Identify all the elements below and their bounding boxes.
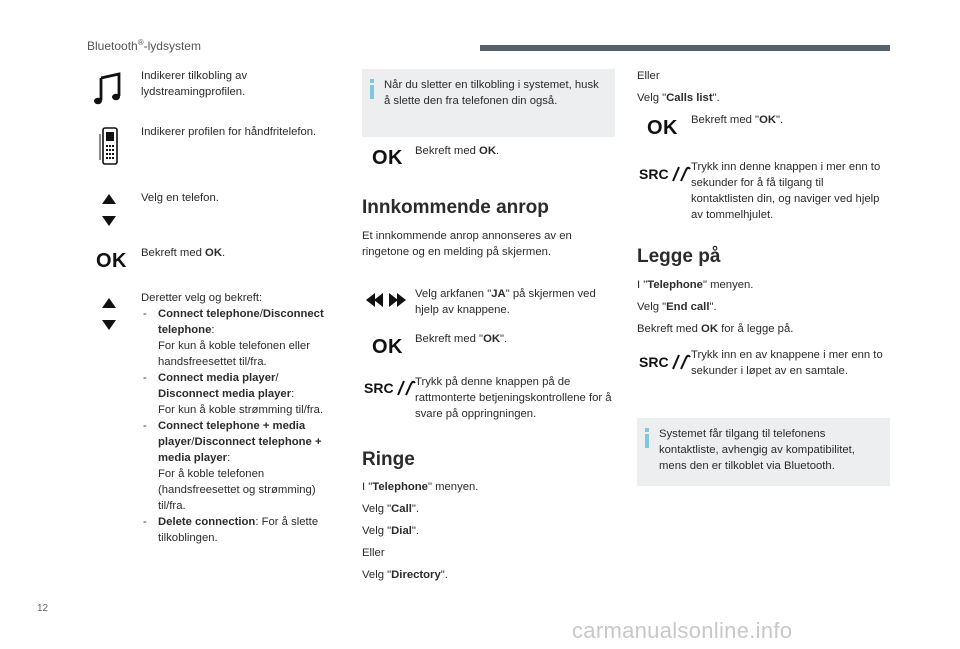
text-or: Eller <box>637 70 660 82</box>
left-right-arrows-icon <box>366 292 406 308</box>
text-telephone-menu: I "Telephone" menyen. <box>362 481 479 493</box>
text-select-call: Velg "Call". <box>362 503 420 515</box>
ok-button-icon: OK <box>372 147 403 169</box>
note-box <box>637 418 890 486</box>
text-telephone-menu: I "Telephone" menyen. <box>637 279 754 291</box>
text-confirm-ok: Bekreft med OK. <box>141 247 226 259</box>
section-header-title: Bluetooth®-lydsystem <box>87 38 201 53</box>
info-icon <box>370 79 374 99</box>
src-button-icon: SRC <box>364 380 417 396</box>
src-button-icon: SRC <box>639 354 692 370</box>
up-down-arrows-icon <box>101 296 117 332</box>
text-confirm-ok: Bekreft med "OK". <box>691 114 784 126</box>
ok-button-icon: OK <box>372 336 403 358</box>
note-text: Når du sletter en tilkobling i systemet, husk å slette den fra telefonen din også. <box>384 79 599 107</box>
text-handsfree-profile: Indikerer profilen for håndfritelefon. <box>141 126 317 138</box>
text-confirm-ok: Bekreft med OK. <box>415 145 500 157</box>
ok-button-icon: OK <box>647 117 678 139</box>
up-down-arrows-icon <box>101 192 117 228</box>
text-incoming-call-desc: Et innkommende anrop annonseres av en ringetone og en melding på skjermen. <box>362 230 572 258</box>
list-item: - Connect media player/ Disconnect media player: For kun å koble strømming til/fra. <box>141 370 341 418</box>
list-item: - Connect telephone + media player/Disconnect telephone + media player: For å koble telefonen (handsfreesettet og strømming) til/fra. <box>141 418 341 514</box>
text-select-phone: Velg en telefon. <box>141 192 219 204</box>
text-access-contacts: Trykk inn denne knappen i mer enn to sekunder for å få tilgang til kontaktlisten din, og naviger ved hjelp av tommelhjulet. <box>691 161 881 221</box>
info-icon <box>645 428 649 448</box>
list-item: - Delete connection: For å slette tilkoblingen. <box>141 514 341 546</box>
text-or: Eller <box>362 547 385 559</box>
connection-options-list <box>141 306 341 546</box>
src-button-icon: SRC <box>639 166 692 182</box>
text-select-end-call: Velg "End call". <box>637 301 717 313</box>
heading-incoming-call: Innkommende anrop <box>362 197 549 218</box>
phone-icon <box>98 126 122 166</box>
text-answer-call: Trykk på denne knappen på de rattmonterte betjeningskontrollene for å svare på oppringningen. <box>415 376 612 420</box>
text-then-select: Deretter velg og bekreft: <box>141 292 263 304</box>
music-note-icon <box>93 72 125 106</box>
note-text: Systemet får tilgang til telefonens kontaktliste, avhengig av kompatibilitet, mens den er tilkoblet via Bluetooth. <box>659 428 855 472</box>
heading-hang-up: Legge på <box>637 246 721 267</box>
header-bar <box>480 45 890 51</box>
connection-options <box>141 290 341 546</box>
ok-button-icon: OK <box>96 250 127 272</box>
list-item: - Connect telephone/Disconnect telephone: For kun å koble telefonen eller handsfreesettet til/fra. <box>141 306 341 370</box>
heading-call: Ringe <box>362 449 415 470</box>
text-audio-profile: Indikerer tilkobling av lydstreamingprofilen. <box>141 70 248 98</box>
text-confirm-ok: Bekreft med "OK". <box>415 333 508 345</box>
text-confirm-hang-up: Bekreft med OK for å legge på. <box>637 323 794 335</box>
text-select-directory: Velg "Directory". <box>362 569 448 581</box>
text-select-calls-list: Velg "Calls list". <box>637 92 720 104</box>
text-select-tab-yes: Velg arkfanen "JA" på skjermen ved hjelp av knappene. <box>415 288 596 316</box>
text-hang-up-hold: Trykk inn en av knappene i mer enn to sekunder i løpet av en samtale. <box>691 349 883 377</box>
watermark: carmanualsonline.info <box>572 618 793 643</box>
note-box <box>362 69 615 137</box>
text-select-dial: Velg "Dial". <box>362 525 420 537</box>
page-number: 12 <box>37 603 49 614</box>
